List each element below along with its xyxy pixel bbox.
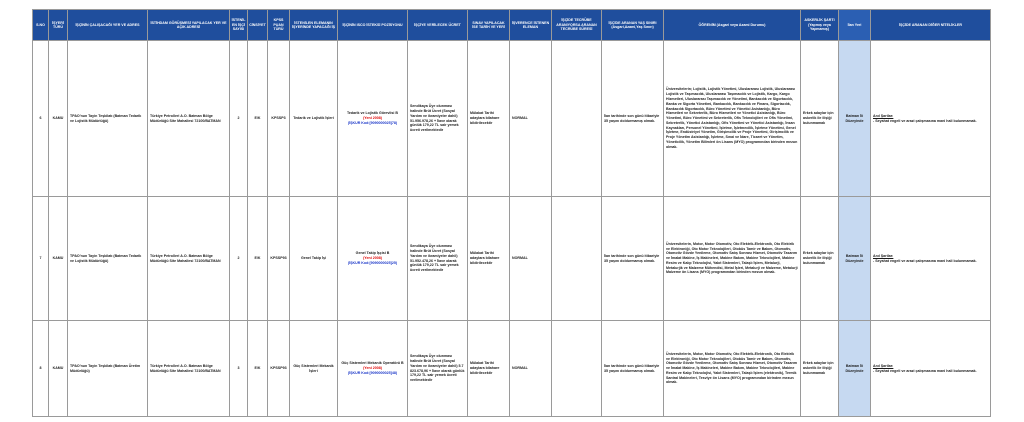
- position-code: (Yeni 2008): [363, 116, 382, 121]
- position-cell: [338, 197, 408, 321]
- interview-address-cell: Türkiye Petrolleri A.O. Batman Bölge Müdürlüğü Site Mahallesi 72100/BATMAN: [148, 41, 230, 197]
- header-cell: İSTİHDAM GÖRÜŞMESİ YAPILACAK YER VE AÇIK ADRESİ: [148, 10, 230, 41]
- place-cell: Batman İli Düzeyinde: [839, 41, 871, 197]
- other-text: - Seyahat engeli ve arazi çalışmasına mani hali bulunmamak.: [873, 118, 977, 123]
- workplace-cell: TPAO'nun Tayin Teşkilatı (Batman Tedarik ve Lojistik Müdürlüğü): [68, 197, 148, 321]
- wage-cell: Sendikaya Üye olunması halinde Brüt Ücret (Sosyal Yardım ve ikramiyeler dahil) 51.952.478,26 + İlave olarak günlük 179,22 TL sair yemek ücreti verilmektedir: [408, 197, 468, 321]
- header-cell: İSTENİLEN ELEMANIN İŞYERİNDE YAPACAĞI İŞ: [290, 10, 338, 41]
- place-cell: Batman İli Düzeyinde: [839, 321, 871, 417]
- header-cell: İŞÇİDE TECRÜBE ARANIYORSA ARANAN TECRÜBE SÜRESİ: [552, 10, 602, 41]
- interview-address-cell: Türkiye Petrolleri A.O. Batman Bölge Müdürlüğü Site Mahallesi 72100/BATMAN: [148, 197, 230, 321]
- gender-cell: E/K: [248, 197, 268, 321]
- education-cell: Üniversitelerin, Motor, Motor Otomotiv, Oto Elektrik-Elektronik, Oto Elektrik ve Elektroniği, Oto Motor Teknolojileri, Otobüs Tamir ve Bakım, Otomotiv, Otomotiv Gövde Yenileme, Otomotiv Satış Sonrası Hizmet, Otomotiv Tasarım ve İmalat Makine, İş Makineleri, Makine Bakım, Makine Teknolojileri, Makine Resim ve Kalıp Teknolojisi, Yakıt Sistemleri, Talaşlı İşlem, Metalurji, Metalurjik ve Malzeme Mühendisi, Metal İşleri, Metalurji ve Malzeme, Metalurji Malzeme ön Lisans (MYO) programından birinden mezun olmak.: [664, 197, 801, 321]
- header-cell: ASKERLİK ŞARTI (Yapmış veya Yapmamış): [801, 10, 839, 41]
- header-cell: CİNSİYET: [248, 10, 268, 41]
- military-cell: Erkek adaylar için askerlik ile ilişiği bulunmamak: [801, 41, 839, 197]
- position-isco: (İŞKUR Kod:[9090000025]48): [347, 370, 398, 375]
- military-cell: Erkek adaylar için askerlik ile ilişiği bulunmamak: [801, 321, 839, 417]
- count-cell: 2: [230, 197, 248, 321]
- header-cell: SINAV YAPILACAK İSE TARİH VE YERİ: [468, 10, 510, 41]
- other-cell: [871, 41, 991, 197]
- position-cell: [338, 41, 408, 197]
- position-title: Genel Takip İşçisi B: [355, 251, 390, 256]
- employee-cell: NORMAL: [510, 197, 552, 321]
- age-cell: İlan tarihinde son günü itibariyle 35 yaşını doldurmamış olmak.: [602, 321, 664, 417]
- interview-address-cell: Türkiye Petrolleri A.O. Batman Bölge Müdürlüğü Site Mahallesi 72100/BATMAN: [148, 321, 230, 417]
- experience-cell: [552, 321, 602, 417]
- count-cell: 2: [230, 41, 248, 197]
- other-heading: Anıl Şartlar:: [873, 113, 894, 118]
- wage-cell: Sendikaya Üye olunması halinde Brüt Ücret (Sosyal Yardım ve ikramiyeler dahil) 51.956.978,26 + İlave olarak günlük 179,22 TL sair yemek ücreti verilmektedir: [408, 41, 468, 197]
- table-row: [33, 321, 991, 417]
- header-cell: İŞYERİ TÜRÜ: [49, 10, 68, 41]
- other-cell: [871, 197, 991, 321]
- age-cell: İlan tarihinde son günü itibariyle 35 yaşını doldurmamış olmak.: [602, 41, 664, 197]
- military-cell: Erkek adaylar için askerlik ile ilişiği bulunmamak: [801, 197, 839, 321]
- age-cell: İlan tarihinde son günü itibariyle 35 yaşını doldurmamış olmak.: [602, 197, 664, 321]
- type-cell: KAMU: [49, 321, 68, 417]
- header-cell: S.NO: [33, 10, 49, 41]
- header-cell: İŞÇİDE ARANAN YAŞ SINIRI (Asgari,Azami,Yaş Sınırı): [602, 10, 664, 41]
- education-cell: Üniversitelerin, Motor, Motor Otomotiv, Oto Elektrik-Elektronik, Oto Elektrik ve Elektroniği, Oto Motor Teknolojileri, Otobüs Tamir ve Bakım, Otomotiv, Otomotiv Gövde Yenileme, Otomotiv Satış Sonrası Hizmet, Otomotiv Tasarım ve İmalat Makine, İş Makineleri, Makine Bakım, Makine Teknolojileri, Makine Resim ve Kalıp Teknolojisi, Yakıt Sistemleri, Talaşlı İşlem (elektronik), Termik Santral Makineleri, Tesviye ön Lisans (MYO) programından birinden mezun olmak.: [664, 321, 801, 417]
- kpss-cell: KPSSP93: [268, 197, 290, 321]
- header-cell: İlan Yeri: [839, 10, 871, 41]
- header-cell: ÖĞRENİM (Asgari veya Azami Durumu): [664, 10, 801, 41]
- gender-cell: E/K: [248, 41, 268, 197]
- header-cell: İŞÇİNİN ISCO İSTEKSİ POZİSYONU: [338, 10, 408, 41]
- job-posting-table: [32, 9, 991, 417]
- other-text: - Seyahat engeli ve arazi çalışmasına mani hali bulunmamak.: [873, 368, 977, 373]
- other-heading: Anıl Şartlar:: [873, 363, 894, 368]
- header-cell: KPSS PUAN TÜRÜ: [268, 10, 290, 41]
- table-row: [33, 41, 991, 197]
- header-row: [33, 10, 991, 41]
- gender-cell: E/K: [248, 321, 268, 417]
- sno-cell: 6: [33, 41, 49, 197]
- sno-cell: 7: [33, 197, 49, 321]
- employee-cell: NORMAL: [510, 41, 552, 197]
- kpss-cell: KPSSP93: [268, 321, 290, 417]
- exam-cell: Mülakat Tarihi adaylara bilahare bildirilecektir: [468, 321, 510, 417]
- job-cell: Genel Takip İşi: [290, 197, 338, 321]
- header-cell: İŞÇİYE VERİLECEK ÜCRET: [408, 10, 468, 41]
- position-isco: (İŞKUR Kod:[9090000025]25): [347, 260, 398, 265]
- header-cell: İŞVERENCE İSTENEN ELEMAN: [510, 10, 552, 41]
- experience-cell: [552, 197, 602, 321]
- position-code: (Yeni 2008): [363, 366, 382, 371]
- header-cell: İSTENİLEN İŞÇİ SAYISI: [230, 10, 248, 41]
- other-cell: [871, 321, 991, 417]
- exam-cell: Mülakat Tarihi adaylara bilahare bildirilecektir: [468, 197, 510, 321]
- employee-cell: NORMAL: [510, 321, 552, 417]
- position-title: Tedarik ve Lojistik Görevlisi B: [346, 111, 399, 116]
- type-cell: KAMU: [49, 197, 68, 321]
- sno-cell: 8: [33, 321, 49, 417]
- position-cell: [338, 321, 408, 417]
- other-text: - Seyahat engeli ve arazi çalışmasına mani hali bulunmamak.: [873, 258, 977, 263]
- table-row: [33, 197, 991, 321]
- workplace-cell: TPAO'nun Tayin Teşkilatı (Batman Üretim Müdürlüğü): [68, 321, 148, 417]
- education-cell: Üniversitelerin; Lojistik, Lojistik Yönetimi, Uluslararası Lojistik, Uluslararası Lojistik ve Taşımacılık, Uluslararası Taşımacılık ve Lojistik, Kargo, Kargo Hizmetleri, Uluslararası Taşımacılık ve Yönetimi, Bankacılık ve Sigortacılık, Banka ve Sigorta Yönetimi, Bankacılık, Bankacılık ve Finans, Sigortacılık, Bankacılık Sigortacılık, Büro Yönetimi ve Yönetici Asistanlığı, Büro Hizmetleri ve Sekreterlik, Büro Hizmetleri ve Yönetici Asistanlığı, Büro Yönetimi, Büro Yönetimi ve Sekreterlik, Ofis Teknolojileri ve Ofis Yönetimi, Sekreterlik, Yönetici Asistanlığı, Ofis Yönetimi ve Yönetici Asistanlığı, İnsan Kaynakları, Personel Yönetimi, İşletme, İşletmecilik, İşletme Yönetimi, Genel İşletme, Endüstriyel Yönetim, Girişimcilik ve Proje Yönetimi, Girişimcilik ve Proje Yönetim Asistanlığı, İşletme, Sınai ve İdare, Ticaret ve Yönetim, Yöneticilik, Yönetim Bilimleri ön Lisans (MYO) programından birinden mezun olmak.: [664, 41, 801, 197]
- exam-cell: Mülakat Tarihi adaylara bilahare bildirilecektir: [468, 41, 510, 197]
- wage-cell: Sendikaya Üye olunması halinde Brüt Ücret (Sosyal Yardım ve ikramiyeler dahil) 5.7 823.678,96 + İlave olarak günlük 179,22 TL sair yemek ücreti verilmektedir: [408, 321, 468, 417]
- header-cell: İŞÇİDE ARANAN DİĞER NİTELİKLER: [871, 10, 991, 41]
- kpss-cell: KPSSP3: [268, 41, 290, 197]
- place-cell: Batman İli Düzeyinde: [839, 197, 871, 321]
- other-heading: Anıl Şartlar:: [873, 253, 894, 258]
- type-cell: KAMU: [49, 41, 68, 197]
- job-cell: Tedarik ve Lojistik İşleri: [290, 41, 338, 197]
- workplace-cell: TPAO'nun Tayin Teşkilatı (Batman Tedarik ve Lojistik Müdürlüğü): [68, 41, 148, 197]
- count-cell: 3: [230, 321, 248, 417]
- position-code: (Yeni 2008): [363, 256, 382, 261]
- job-cell: Güç Sistemleri Mekanik İşleri: [290, 321, 338, 417]
- experience-cell: [552, 41, 602, 197]
- position-title: Güç Sistemleri Mekanik Operatörü B: [341, 361, 404, 366]
- job-posting-spreadsheet: [32, 9, 991, 417]
- header-cell: İŞÇİNİN ÇALIŞACAĞI YER VE ADRES: [68, 10, 148, 41]
- position-isco: (İŞKUR Kod:[9090000025]78): [347, 120, 398, 125]
